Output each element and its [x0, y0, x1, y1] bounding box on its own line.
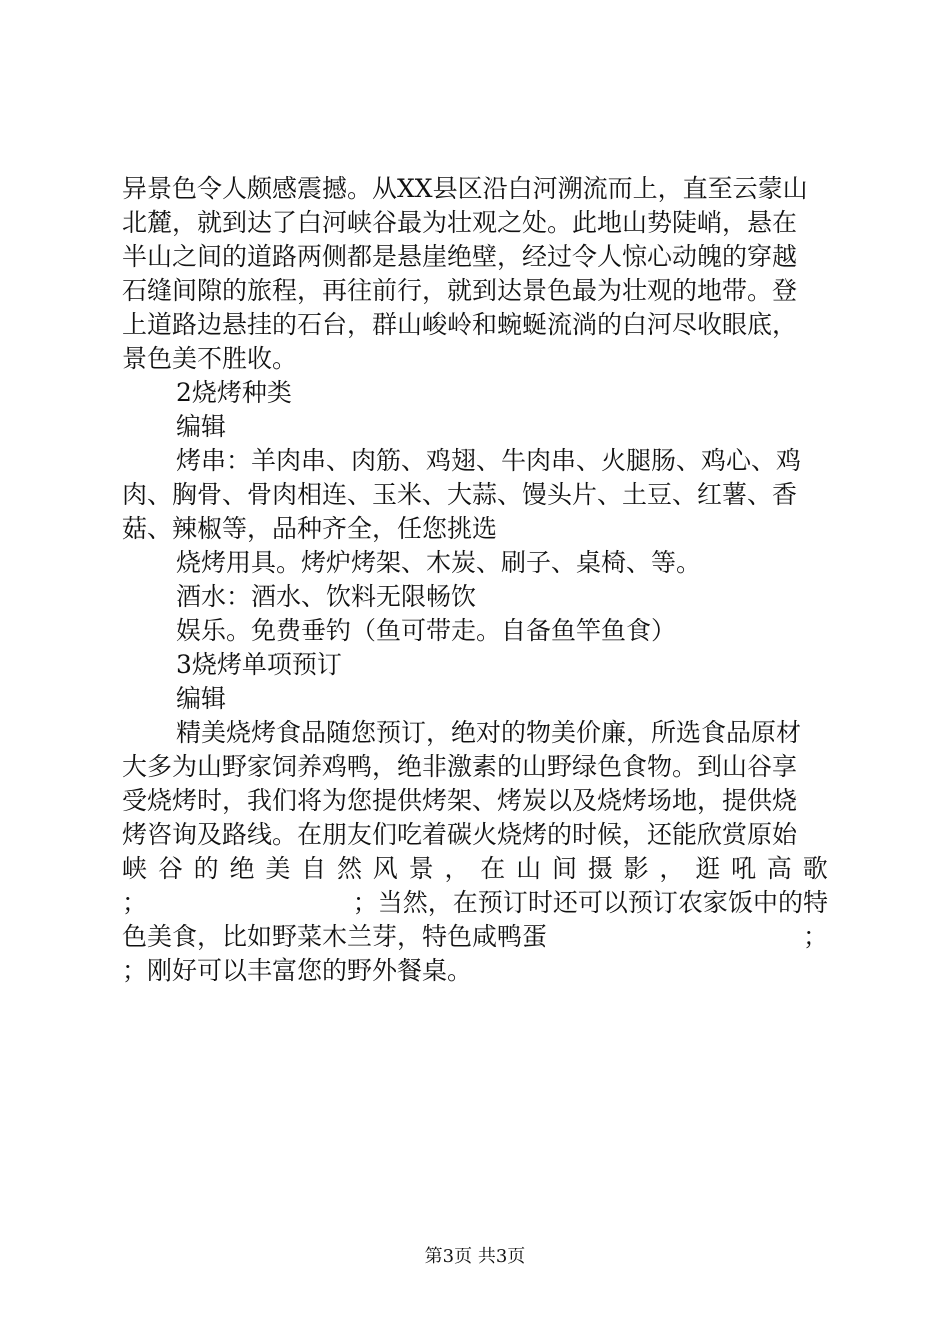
- booking-char: 特: [802, 888, 828, 917]
- booking-food-semicolon: ；: [802, 922, 828, 951]
- booking-char: 订: [502, 888, 528, 917]
- section-heading-booking: 3烧烤单项预订: [176, 650, 342, 679]
- booking-char: 然: [336, 854, 362, 883]
- booking-char: ，: [659, 854, 685, 883]
- booking-char: 绝: [229, 854, 255, 883]
- edit-label: 编辑: [176, 684, 227, 713]
- booking-line: 受烧烤时，我们将为您提供烤架、烤炭以及烧烤场地，提供烧: [122, 786, 798, 815]
- booking-char: 预: [477, 888, 503, 917]
- paragraph-line: 半山之间的道路两侧都是悬崖绝壁，经过令人惊心动魄的穿越: [122, 242, 798, 271]
- entertainment-line: 娱乐。免费垂钓（鱼可带走。自备鱼竿鱼食）: [176, 616, 677, 645]
- booking-char: 在: [480, 854, 506, 883]
- booking-char: 歌: [802, 854, 828, 883]
- booking-char: 订: [652, 888, 678, 917]
- tools-line: 烧烤用具。烤炉烤架、木炭、刷子、桌椅、等。: [176, 548, 702, 577]
- booking-char: 景: [408, 854, 434, 883]
- booking-char: 时: [527, 888, 553, 917]
- booking-char: 还: [552, 888, 578, 917]
- booking-char: 峡: [122, 854, 148, 883]
- booking-char: 农: [677, 888, 703, 917]
- page-footer: 第3页 共3页: [424, 1246, 526, 1267]
- booking-char: 风: [372, 854, 398, 883]
- drinks-line: 酒水：酒水、饮料无限畅饮: [176, 582, 477, 611]
- paragraph-line: 石缝间隙的旅程，再往前行，就到达景色最为壮观的地带。登: [122, 276, 798, 305]
- booking-char: ，: [444, 854, 470, 883]
- booking-food-text: 色美食，比如野菜木兰芽，特色咸鸭蛋: [122, 922, 548, 951]
- booking-char: 间: [551, 854, 577, 883]
- booking-char: 的: [193, 854, 219, 883]
- booking-char: 的: [777, 888, 803, 917]
- booking-char: 可: [577, 888, 603, 917]
- booking-char: ，: [427, 888, 453, 917]
- booking-char: 在: [452, 888, 478, 917]
- booking-char: 美: [265, 854, 291, 883]
- document-body: [122, 172, 828, 988]
- booking-char: 吼: [731, 854, 757, 883]
- booking-char: 山: [516, 854, 542, 883]
- skewers-line: 肉、胸骨、骨肉相连、玉米、大蒜、馒头片、土豆、红薯、香: [122, 480, 798, 509]
- booking-char: 饭: [727, 888, 753, 917]
- booking-line: 大多为山野家饲养鸡鸭，绝非激素的山野绿色食物。到山谷享: [122, 752, 798, 781]
- skewers-line: 菇、辣椒等，品种齐全，任您挑选: [122, 514, 498, 543]
- booking-char: 预: [627, 888, 653, 917]
- edit-label: 编辑: [176, 412, 227, 441]
- booking-line-justified: [122, 852, 828, 886]
- booking-char: 当: [377, 888, 403, 917]
- booking-char: 谷: [157, 854, 183, 883]
- booking-line: 精美烧烤食品随您预订，绝对的物美价廉，所选食品原材: [176, 718, 802, 747]
- booking-char: 影: [623, 854, 649, 883]
- booking-food-line: [122, 920, 828, 954]
- paragraph-line: 景色美不胜收。: [122, 344, 298, 373]
- paragraph-line: 异景色令人颇感震撼。从XX县区沿白河溯流而上，直至云蒙山: [122, 174, 808, 203]
- booking-semicolon: ；: [122, 888, 148, 917]
- booking-char: 逛: [695, 854, 721, 883]
- booking-char: 中: [752, 888, 778, 917]
- booking-char: 家: [702, 888, 728, 917]
- paragraph-line: 北麓，就到达了白河峡谷最为壮观之处。此地山势陡峭，悬在: [122, 208, 798, 237]
- booking-line: 烤咨询及路线。在朋友们吃着碳火烧烤的时候，还能欣赏原始: [122, 820, 798, 849]
- booking-last-line: ；刚好可以丰富您的野外餐桌。: [122, 956, 473, 985]
- booking-char: 摄: [587, 854, 613, 883]
- booking-char: 以: [602, 888, 628, 917]
- section-heading-bbq-types: 2烧烤种类: [176, 378, 292, 407]
- booking-char: ；: [352, 888, 378, 917]
- paragraph-line: 上道路边悬挂的石台，群山峻岭和蜿蜒流淌的白河尽收眼底，: [122, 310, 798, 339]
- booking-text-right: [353, 886, 828, 920]
- booking-semicolon-line: [122, 886, 828, 920]
- booking-char: 自: [301, 854, 327, 883]
- skewers-line: 烤串：羊肉串、肉筋、鸡翅、牛肉串、火腿肠、鸡心、鸡: [176, 446, 802, 475]
- booking-char: 然: [402, 888, 428, 917]
- booking-char: 高: [766, 854, 792, 883]
